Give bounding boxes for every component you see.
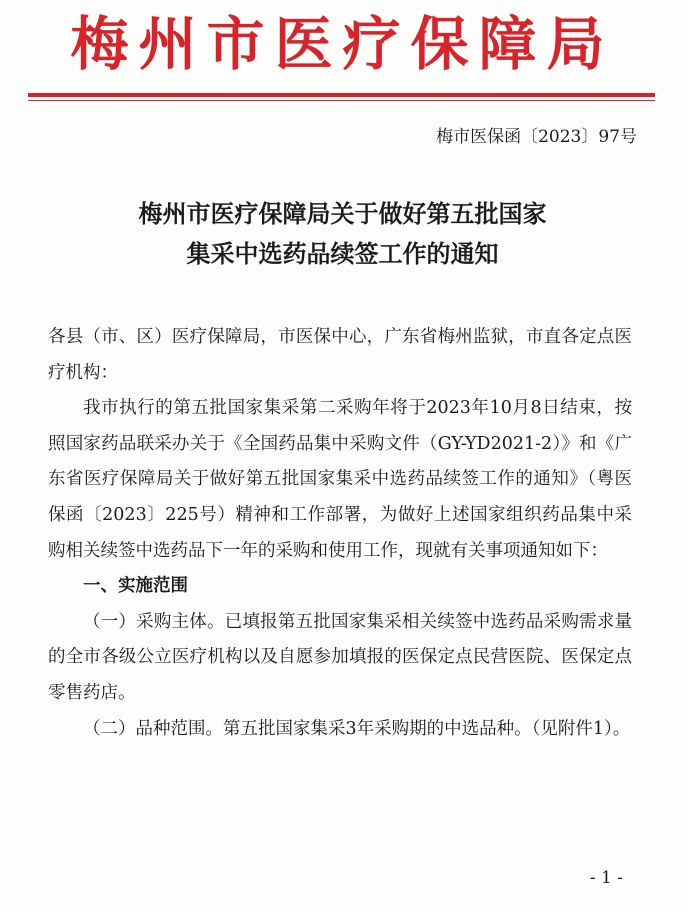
item-product-scope: （二）品种范围。第五批国家集采3年采购期的中选品种。（见附件1）。: [83, 718, 631, 739]
salutation: 各县（市、区）医疗保障局，市医保中心，广东省梅州监狱，市直各定点医疗机构：: [48, 327, 632, 383]
intro-paragraph: 我市执行的第五批国家集采第二采购年将于2023年10月8日结束，按照国家药品联采办关于《全国药品集中采购文件（GY-YD2021-2）》和《广东省医疗保障局关于做好第五批国家集采中选药品续签工作的通知》（粤医保函〔2023〕225号）精神和工作部署，为做好上述国家组织药品集中采购相关续签中选药品下一年的采购和使用工作，现就有关事项通知如下：: [48, 398, 632, 561]
letterhead-rule-thick: [28, 93, 655, 97]
section-heading-scope: 一、实施范围: [83, 576, 188, 597]
page-number: - 1 -: [589, 868, 623, 888]
document-title-line-2: 集采中选药品续签工作的通知: [186, 239, 499, 268]
item-purchasing-entity: （一）采购主体。已填报第五批国家集采相关续签中选药品采购需求量的全市各级公立医疗机构以及自愿参加填报的医保定点民营医院、医保定点零售药店。: [48, 611, 632, 703]
document-title-line-1: 梅州市医疗保障局关于做好第五批国家: [138, 199, 547, 228]
letterhead-rule-thin: [28, 100, 655, 101]
document-body: [48, 320, 632, 747]
letterhead-title: 梅州市医疗保障局: [70, 10, 615, 78]
document-number: 梅市医保函〔2023〕97号: [436, 127, 637, 147]
